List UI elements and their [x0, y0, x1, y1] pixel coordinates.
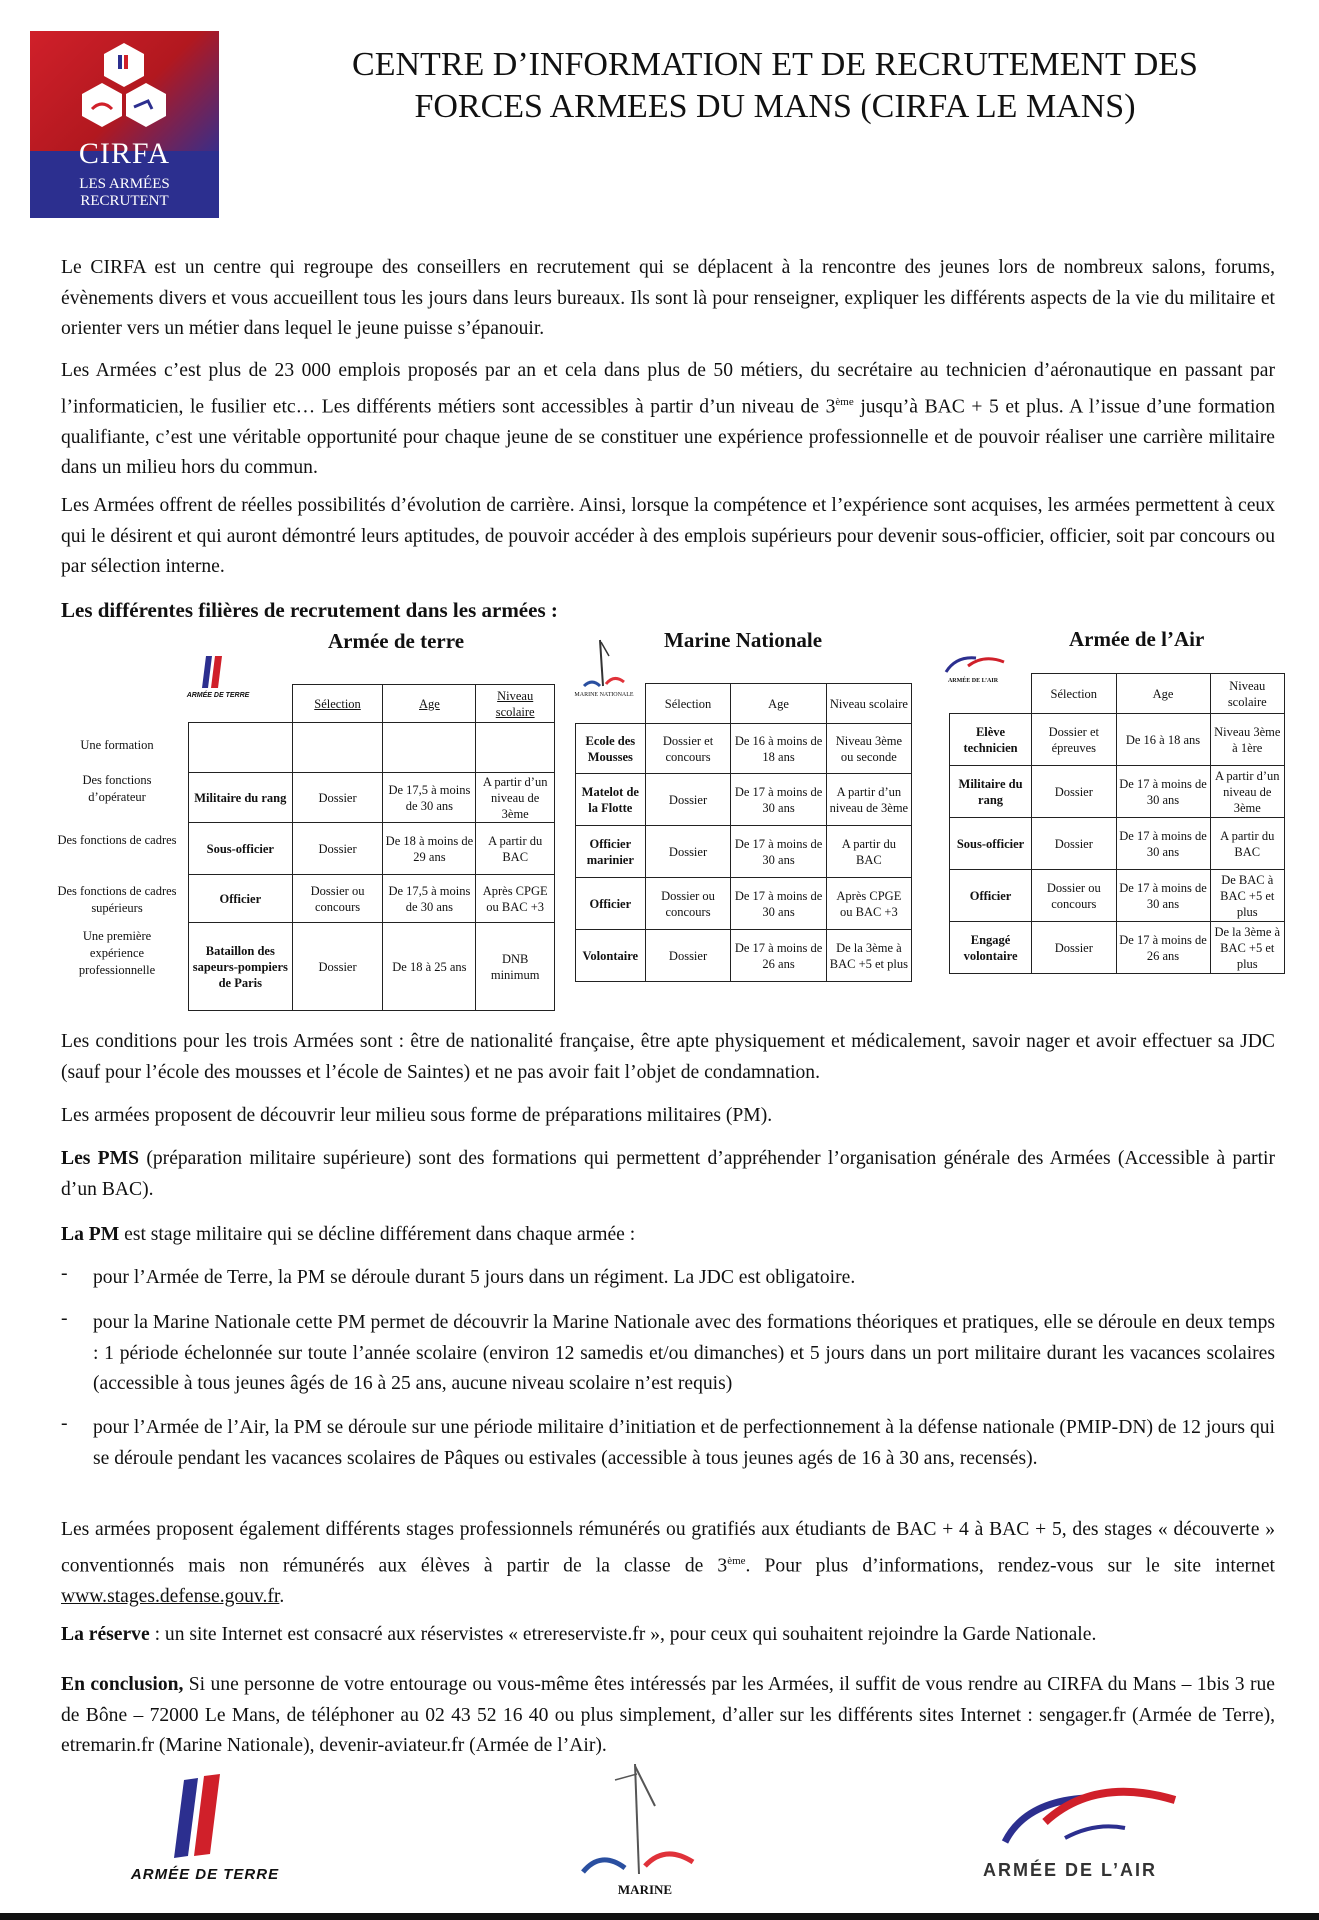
intro-p2-text-b: jusqu’à BAC + 5 et plus. A l’issue d’une formation qualifiante, c’est une véritable opportunité pour chaque jeune de se constituer une expérience professionnelle et de pouvoir réaliser une carrière militaire dans un milieu hors du commun. [61, 396, 1275, 479]
marine-header-row [576, 684, 912, 724]
air-row-engage-volontaire [950, 922, 1285, 974]
terre-row-formation [189, 723, 555, 773]
table-cell: De 16 à moins de 18 ans [731, 724, 826, 774]
terre-small-logo-text: ARMÉE DE TERRE [186, 692, 250, 699]
marine-header-age: Age [731, 684, 826, 724]
category-formation: Une formation [80, 738, 154, 752]
table-cell [292, 723, 383, 773]
stages-text-a: Les armées proposent également différents stages professionnels rémunérés ou gratifiés aux étudiants de BAC + 4 à BAC + 5, des stages « découverte » conventionnés mais non rémunérés aux élèves à partir de la classe de 3 [61, 1519, 1275, 1577]
terre-row-officier [189, 875, 555, 923]
table-cell: Officier marinier [576, 826, 646, 878]
air-header-empty [950, 674, 1032, 714]
table-cell: De 18 à moins de 29 ans [383, 823, 476, 875]
table-cell: De 17 à moins de 30 ans [1116, 818, 1210, 870]
table-cell: Ecole des Mousses [576, 724, 646, 774]
marine-row-volontaire [576, 930, 912, 982]
conclusion-lead: En conclusion, [61, 1674, 184, 1695]
terre-table [188, 684, 555, 1011]
air-header-row [950, 674, 1285, 714]
intro-paragraph-1: Le CIRFA est un centre qui regroupe des conseillers en recrutement qui se déplacent à la rencontre des jeunes lors de nombreux salons, forums, évènements divers et vous accueillent tous les jours dans leurs bureaux. Ils sont là pour renseigner, expliquer les différents aspects de la vie du militaire et orienter vers un métier dans lequel le jeune puisse s’épanouir. [61, 257, 1275, 339]
pm-paragraph [61, 1220, 1275, 1251]
table-cell: De 17 à moins de 26 ans [1116, 922, 1210, 974]
title-line-1: CENTRE D’INFORMATION ET DE RECRUTEMENT DES [352, 46, 1198, 83]
terre-header-row [189, 685, 555, 723]
footer-marine-text: MARINE [617, 1882, 673, 1897]
table-cell: De 17 à moins de 30 ans [1116, 870, 1210, 922]
intro-paragraph-3: Les Armées offrent de réelles possibilités d’évolution de carrière. Ainsi, lorsque la compétence et l’expérience sont acquises, les armées permettent à ceux qui le désirent et qui auront démontré leurs aptitudes, de pouvoir accéder à des emplois supérieurs pour devenir sous-officier, officier, soit par concours ou par sélection interne. [61, 495, 1275, 577]
marine-row-officier-marinier [576, 826, 912, 878]
bullet-mark: - [61, 1308, 68, 1329]
marine-table [575, 683, 912, 982]
stages-paragraph [61, 1515, 1275, 1612]
armee-de-terre-logo-icon [110, 1770, 300, 1865]
table-cell: Dossier ou concours [645, 878, 731, 930]
table-cell: Officier [950, 870, 1032, 922]
terre-header-empty [189, 685, 293, 723]
category-cadres-superieurs: Des fonctions de cadres supérieurs [57, 884, 177, 915]
table-cell: De 17 à moins de 30 ans [731, 826, 826, 878]
table-cell: De 16 à 18 ans [1116, 714, 1210, 766]
page-title [260, 44, 1290, 128]
conclusion-paragraph [61, 1670, 1275, 1762]
table-cell: Dossier et concours [645, 724, 731, 774]
footer-logo-marine [575, 1760, 715, 1905]
table-cell: Dossier ou concours [292, 875, 383, 923]
bottom-scan-edge [0, 1913, 1319, 1920]
table-cell: De BAC à BAC +5 et plus [1210, 870, 1285, 922]
bullet-terre: pour l’Armée de Terre, la PM se déroule durant 5 jours dans un régiment. La JDC est obligatoire. [93, 1267, 856, 1288]
footer-logo-terre [110, 1770, 300, 1890]
pm-lead: La PM [61, 1224, 120, 1245]
table-cell: Militaire du rang [950, 766, 1032, 818]
category-premiere-experience: Une première expérience professionnelle [78, 929, 156, 977]
marine-title: Marine Nationale [664, 628, 823, 652]
table-cell: Sous-officier [950, 818, 1032, 870]
stages-text-b: . Pour plus d’informations, rendez-vous sur le site internet [745, 1555, 1275, 1577]
marine-row-matelot [576, 774, 912, 826]
footer-air-text: ARMÉE DE L’AIR [982, 1860, 1157, 1880]
category-operateur: Des fonctions d’opérateur [82, 773, 152, 804]
pms-lead: Les PMS [61, 1148, 140, 1169]
stages-sup: ème [727, 1554, 746, 1567]
table-cell: De la 3ème à BAC +5 et plus [1210, 922, 1285, 974]
table-cell: Sous-officier [189, 823, 293, 875]
terre-header-age: Age [383, 685, 476, 723]
bullet-mark: - [61, 1413, 68, 1434]
table-cell: Dossier [292, 823, 383, 875]
table-cell: Bataillon des sapeurs-pompiers de Paris [189, 923, 293, 1011]
title-line-2: FORCES ARMEES DU MANS (CIRFA LE MANS) [414, 88, 1136, 125]
pms-paragraph [61, 1144, 1275, 1205]
table-cell: A partir d’un niveau de 3ème [1210, 766, 1285, 818]
table-cell: Officier [189, 875, 293, 923]
intro-paragraph-2 [61, 356, 1275, 484]
air-header-niveau: Niveau scolaire [1210, 674, 1285, 714]
terre-title: Armée de terre [328, 629, 465, 653]
marine-header-niveau: Niveau scolaire [826, 684, 911, 724]
table-cell: Dossier [292, 773, 383, 823]
category-cadres: Des fonctions de cadres [57, 833, 177, 847]
table-cell: De 17,5 à moins de 30 ans [383, 875, 476, 923]
pms-text: (préparation militaire supérieure) sont des formations qui permettent d’appréhender l’organisation générale des Armées (Accessible à partir d’un BAC). [61, 1148, 1275, 1200]
table-cell: De 17 à moins de 30 ans [731, 878, 826, 930]
pm-text: est stage militaire qui se décline différement dans chaque armée : [119, 1224, 636, 1245]
table-cell: Militaire du rang [189, 773, 293, 823]
bullet-marine: pour la Marine Nationale cette PM permet de découvrir la Marine Nationale avec des formations théoriques et pratiques, elle se déroule en deux temps : 1 période échelonnée sur toute l’année scolaire (environ 12 samedis et/ou dimanches) et 5 jours dans un port militaire durant les vacances scolaires (accessible à tous jeunes âgés de 16 à 25 ans, aucune niveau scolaire n’est requis) [93, 1312, 1275, 1394]
intro-p2-text-a: Les Armées c’est plus de 23 000 emplois proposés par an et cela dans plus de 50 métiers, du secrétaire au technicien d’aéronautique en passant par l’informaticien, le fusilier etc… Les différents métiers sont accessibles à partir d’un niveau de 3 [61, 360, 1275, 418]
stages-link[interactable]: www.stages.defense.gouv.fr [61, 1585, 280, 1607]
filieres-heading: Les différentes filières de recrutement dans les armées : [61, 598, 558, 622]
table-cell [383, 723, 476, 773]
reserve-text: : un site Internet est consacré aux réservistes « etrereserviste.fr », pour ceux qui souhaitent rejoindre la Garde Nationale. [149, 1624, 1097, 1645]
reserve-paragraph [61, 1620, 1275, 1651]
table-cell: Volontaire [576, 930, 646, 982]
table-cell: DNB minimum [476, 923, 555, 1011]
stages-text-c: . [279, 1585, 285, 1607]
intro-p2-sup: ème [835, 395, 854, 408]
marine-small-logo-text: MARINE NATIONALE [574, 692, 634, 698]
cirfa-logo [30, 31, 219, 218]
bullet-mark: - [61, 1263, 68, 1284]
table-cell: Dossier [1032, 818, 1116, 870]
table-cell: De 17,5 à moins de 30 ans [383, 773, 476, 823]
table-cell: Matelot de la Flotte [576, 774, 646, 826]
logo-name: CIRFA [78, 137, 171, 170]
air-title: Armée de l’Air [1069, 627, 1205, 651]
terre-row-bspp [189, 923, 555, 1011]
table-cell: A partir du BAC [476, 823, 555, 875]
table-cell: A partir du BAC [826, 826, 911, 878]
table-cell: Officier [576, 878, 646, 930]
table-cell: Dossier [1032, 766, 1116, 818]
logo-tagline-1: LES ARMÉES [79, 176, 170, 192]
air-table [949, 673, 1285, 974]
logo-tagline [30, 176, 219, 210]
table-cell: Elève technicien [950, 714, 1032, 766]
table-cell: De 17 à moins de 30 ans [1116, 766, 1210, 818]
marine-header-empty [576, 684, 646, 724]
table-cell: Dossier [645, 826, 731, 878]
air-header-selection: Sélection [1032, 674, 1116, 714]
table-cell [476, 723, 555, 773]
table-cell: A partir d’un niveau de 3ème [826, 774, 911, 826]
table-cell: Dossier [1032, 922, 1116, 974]
air-small-logo-text: ARMÉE DE L’AIR [947, 678, 999, 684]
table-cell: Dossier ou concours [1032, 870, 1116, 922]
terre-row-sous-officier [189, 823, 555, 875]
table-cell: Dossier [645, 930, 731, 982]
pm-intro-paragraph: Les armées proposent de découvrir leur milieu sous forme de préparations militaires (PM). [61, 1105, 773, 1126]
table-cell: Niveau 3ème ou seconde [826, 724, 911, 774]
terre-header-selection: Sélection [292, 685, 383, 723]
marine-header-selection: Sélection [645, 684, 731, 724]
reserve-lead: La réserve [61, 1624, 150, 1645]
table-cell: De 17 à moins de 26 ans [731, 930, 826, 982]
footer-logo-air [945, 1762, 1195, 1887]
marine-logo-icon [575, 1760, 715, 1885]
conclusion-text: Si une personne de votre entourage ou vous-même êtes intéressés par les Armées, il suffit de vous rendre au CIRFA du Mans – 1bis 3 rue de Bône – 72000 Le Mans, de téléphoner au 02 43 52 16 40 ou plus simplement, d’aller sur les différents sites Internet : sengager.fr (Armée de Terre), etremarin.fr (Marine Nationale), devenir-aviateur.fr (Armée de l’Air). [61, 1674, 1275, 1756]
table-cell: A partir d’un niveau de 3ème [476, 773, 555, 823]
table-cell: De la 3ème à BAC +5 et plus [826, 930, 911, 982]
footer-terre-text: ARMÉE DE TERRE [130, 1866, 280, 1883]
air-row-militaire-du-rang [950, 766, 1285, 818]
table-cell: Dossier et épreuves [1032, 714, 1116, 766]
terre-header-niveau: Niveau scolaire [476, 685, 555, 723]
marine-row-officier [576, 878, 912, 930]
conditions-paragraph: Les conditions pour les trois Armées sont : être de nationalité française, être apte physiquement et médicalement, savoir nager et avoir effectuer sa JDC (sauf pour l’école des mousses et l’école de Saintes) et ne pas avoir fait l’objet de condamnation. [61, 1031, 1275, 1083]
air-row-sous-officier [950, 818, 1285, 870]
table-cell: Dossier [292, 923, 383, 1011]
table-cell: Engagé volontaire [950, 922, 1032, 974]
table-cell: De 18 à 25 ans [383, 923, 476, 1011]
table-cell: Dossier [645, 774, 731, 826]
table-cell: Après CPGE ou BAC +3 [476, 875, 555, 923]
armee-de-l-air-logo-icon [945, 1762, 1195, 1857]
marine-row-ecole-des-mousses [576, 724, 912, 774]
logo-tagline-2: RECRUTENT [80, 193, 169, 209]
air-row-officier [950, 870, 1285, 922]
table-cell: A partir du BAC [1210, 818, 1285, 870]
bullet-air: pour l’Armée de l’Air, la PM se déroule sur une période militaire d’initiation et de perfectionnement à la défense nationale (PMIP-DN) de 12 jours qui se déroule pendant les vacances scolaires de Pâques ou estivales (accessible à tous jeunes agés de 16 à 30 ans, recensés). [93, 1417, 1275, 1469]
table-cell: De 17 à moins de 30 ans [731, 774, 826, 826]
cirfa-hexagons-icon [30, 31, 219, 151]
terre-row-militaire-du-rang [189, 773, 555, 823]
table-cell: Niveau 3ème à 1ère [1210, 714, 1285, 766]
air-row-eleve-technicien [950, 714, 1285, 766]
table-cell [189, 723, 293, 773]
table-cell: Après CPGE ou BAC +3 [826, 878, 911, 930]
air-header-age: Age [1116, 674, 1210, 714]
